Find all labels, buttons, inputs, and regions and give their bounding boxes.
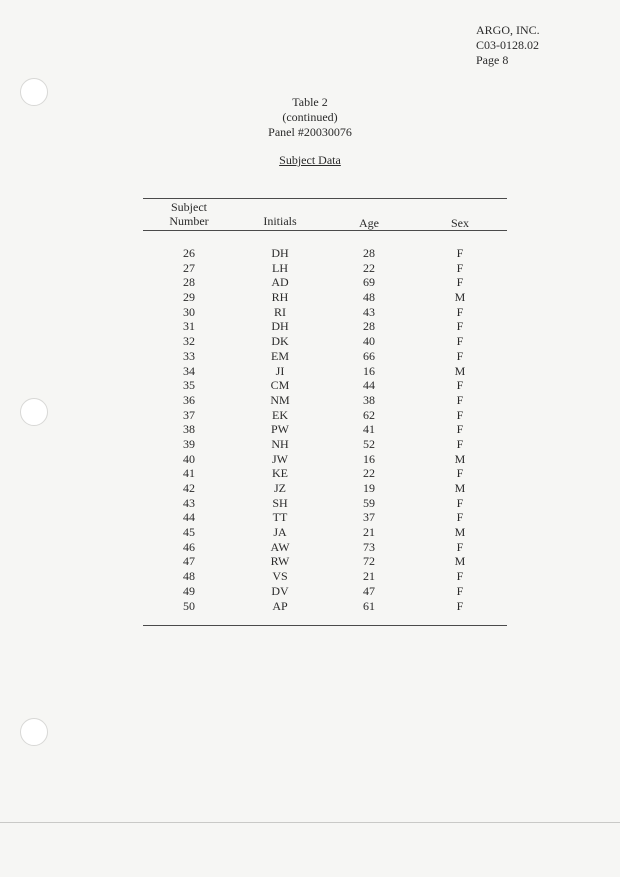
table-row (143, 364, 507, 379)
table-row (143, 437, 507, 452)
cell-initials: AW (270, 539, 290, 554)
cell-initials: VS (272, 569, 288, 584)
cell-initials: PW (271, 422, 289, 437)
document-id: C03-0128.02 (476, 38, 539, 52)
cell-initials: KE (272, 466, 288, 481)
cell-subject-number: 32 (183, 334, 195, 349)
cell-age: 28 (363, 246, 375, 260)
cell-age: 21 (363, 525, 375, 540)
cell-sex: F (456, 260, 464, 275)
cell-subject-number: 47 (183, 554, 195, 569)
cell-subject-number: 36 (183, 392, 195, 407)
table-row (143, 408, 507, 423)
table-top-rule (143, 198, 507, 199)
cell-initials: RW (270, 554, 290, 569)
table-row (143, 378, 507, 393)
table-row (143, 261, 507, 276)
cell-sex: F (456, 436, 464, 451)
cell-sex: F (456, 422, 464, 437)
cell-sex: F (456, 334, 464, 349)
header-age: Age (359, 216, 379, 230)
cell-initials: JA (273, 525, 287, 540)
cell-sex: F (456, 598, 464, 613)
cell-sex: F (456, 569, 464, 584)
cell-subject-number: 28 (183, 275, 195, 290)
cell-age: 37 (363, 510, 375, 525)
table-row (143, 510, 507, 525)
cell-age: 28 (363, 319, 375, 334)
cell-sex: F (456, 510, 464, 525)
table-title (0, 95, 620, 168)
cell-sex: F (456, 392, 464, 407)
punch-hole-icon (20, 398, 48, 426)
table-row (143, 569, 507, 584)
header-subject-line2: Number (169, 214, 209, 228)
cell-sex: F (456, 539, 464, 554)
table-row (143, 319, 507, 334)
table-row (143, 246, 507, 261)
cell-age: 21 (363, 569, 375, 584)
cell-age: 41 (363, 422, 375, 437)
subject-data-table (143, 198, 507, 626)
cell-initials: JW (272, 451, 288, 466)
table-row (143, 393, 507, 408)
document-header (476, 23, 540, 68)
table-row (143, 422, 507, 437)
cell-sex: M (454, 451, 466, 466)
table-row (143, 481, 507, 496)
cell-initials: AD (271, 275, 289, 290)
cell-sex: F (456, 378, 464, 393)
table-row (143, 540, 507, 555)
cell-subject-number: 37 (183, 407, 195, 422)
cell-subject-number: 42 (183, 481, 195, 495)
cell-initials: EK (272, 407, 288, 422)
cell-sex: F (456, 466, 464, 481)
cell-initials: RI (274, 304, 286, 319)
cell-sex: F (456, 304, 464, 319)
table-header-rule (143, 230, 507, 231)
company-name: ARGO, INC. (476, 23, 540, 37)
cell-age: 48 (363, 290, 375, 305)
cell-age: 66 (363, 348, 375, 363)
cell-initials: NH (271, 436, 289, 451)
cell-initials: DH (271, 319, 289, 334)
punch-hole-icon (20, 718, 48, 746)
cell-subject-number: 35 (183, 378, 195, 393)
header-subject-line1: Subject (171, 200, 207, 214)
cell-age: 61 (363, 598, 375, 613)
cell-age: 73 (363, 539, 375, 554)
cell-subject-number: 45 (183, 525, 195, 540)
header-initials: Initials (263, 214, 297, 228)
table-row (143, 334, 507, 349)
cell-initials: AP (272, 598, 288, 613)
cell-subject-number: 33 (183, 348, 195, 363)
header-sex: Sex (451, 216, 469, 230)
table-row (143, 305, 507, 320)
cell-subject-number: 27 (183, 260, 195, 275)
table-row (143, 525, 507, 540)
cell-age: 47 (363, 583, 375, 598)
cell-sex: M (454, 363, 466, 378)
cell-age: 44 (363, 378, 375, 393)
cell-subject-number: 41 (183, 466, 195, 481)
table-row (143, 290, 507, 305)
table-bottom-rule (143, 625, 507, 626)
cell-initials: LH (272, 260, 288, 275)
cell-age: 72 (363, 554, 375, 569)
cell-initials: DH (271, 246, 289, 260)
table-subtitle: Subject Data (279, 153, 341, 167)
cell-sex: F (456, 407, 464, 422)
header-subject-number (157, 200, 221, 228)
cell-subject-number: 43 (183, 495, 195, 510)
cell-subject-number: 38 (183, 422, 195, 437)
table-title-line1: Table 2 (292, 95, 328, 109)
cell-initials: EM (271, 348, 289, 363)
cell-age: 52 (363, 436, 375, 451)
cell-subject-number: 26 (183, 246, 195, 260)
cell-sex: F (456, 348, 464, 363)
table-row (143, 349, 507, 364)
table-row (143, 275, 507, 290)
cell-subject-number: 49 (183, 583, 195, 598)
cell-initials: DV (271, 583, 289, 598)
table-row (143, 496, 507, 511)
table-row (143, 452, 507, 467)
table-title-line2: (continued) (282, 110, 338, 124)
cell-sex: F (456, 495, 464, 510)
cell-sex: F (456, 583, 464, 598)
cell-age: 22 (363, 260, 375, 275)
cell-subject-number: 40 (183, 451, 195, 466)
cell-subject-number: 29 (183, 290, 195, 305)
cell-subject-number: 44 (183, 510, 195, 525)
cell-initials: JZ (274, 481, 286, 495)
table-row (143, 599, 507, 614)
cell-subject-number: 31 (183, 319, 195, 334)
cell-age: 69 (363, 275, 375, 290)
cell-sex: M (454, 525, 466, 540)
cell-age: 19 (363, 481, 375, 495)
cell-age: 16 (363, 363, 375, 378)
cell-age: 62 (363, 407, 375, 422)
cell-subject-number: 39 (183, 436, 195, 451)
cell-sex: F (456, 275, 464, 290)
cell-initials: CM (270, 378, 290, 393)
cell-initials: SH (272, 495, 288, 510)
cell-age: 43 (363, 304, 375, 319)
cell-age: 40 (363, 334, 375, 349)
cell-subject-number: 34 (183, 363, 195, 378)
cell-initials: NM (270, 392, 290, 407)
cell-subject-number: 46 (183, 539, 195, 554)
table-row (143, 466, 507, 481)
cell-sex: M (454, 290, 466, 305)
page-number: Page 8 (476, 53, 509, 67)
cell-sex: M (454, 554, 466, 569)
cell-sex: F (456, 246, 464, 260)
cell-age: 59 (363, 495, 375, 510)
cell-subject-number: 50 (183, 598, 195, 613)
cell-age: 38 (363, 392, 375, 407)
cell-initials: DK (271, 334, 289, 349)
cell-sex: F (456, 319, 464, 334)
cell-initials: RH (271, 290, 289, 305)
panel-number: Panel #20030076 (268, 125, 352, 139)
table-body (143, 246, 507, 613)
table-header-row (143, 200, 507, 230)
page-edge-divider (0, 822, 620, 823)
cell-sex: M (454, 481, 466, 495)
cell-age: 22 (363, 466, 375, 481)
cell-initials: JI (275, 363, 285, 378)
cell-age: 16 (363, 451, 375, 466)
cell-subject-number: 30 (183, 304, 195, 319)
table-row (143, 554, 507, 569)
table-row (143, 584, 507, 599)
cell-subject-number: 48 (183, 569, 195, 584)
cell-initials: TT (272, 510, 288, 525)
